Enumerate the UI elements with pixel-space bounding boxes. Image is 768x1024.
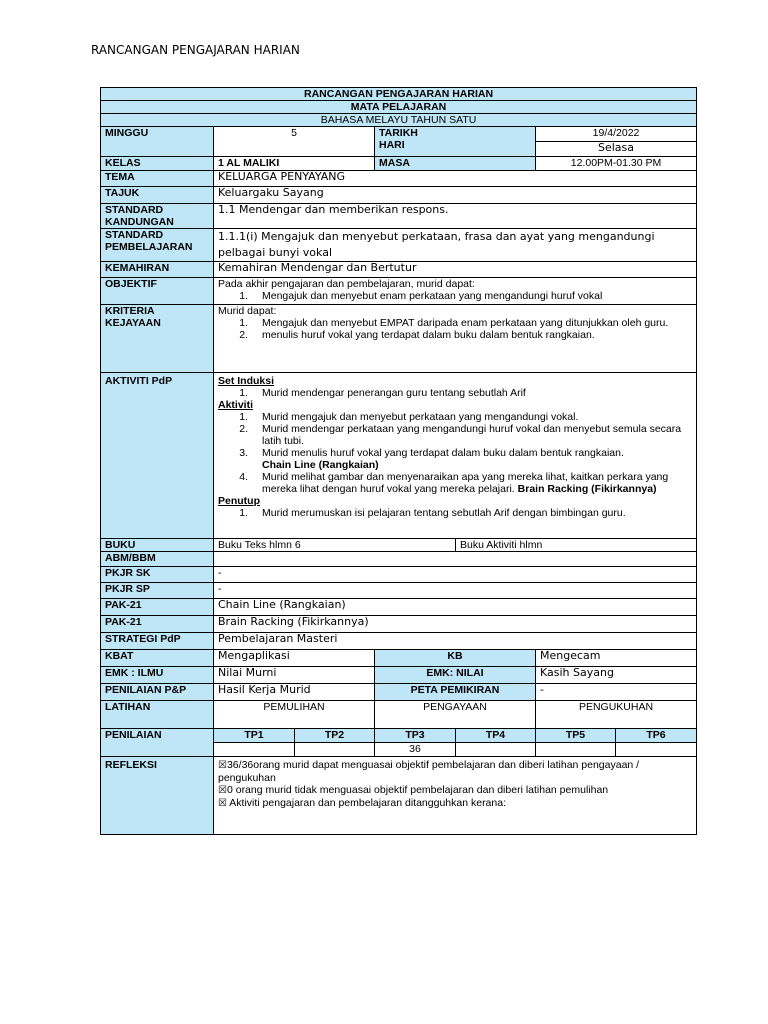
latihan-pemulihan: PEMULIHAN — [214, 701, 375, 729]
buku-label: BUKU — [101, 539, 214, 552]
minggu-row — [101, 127, 697, 142]
tp-header: TP6 — [616, 729, 697, 743]
refleksi-line: ☒0 orang murid tidak menguasai objektif pembelajaran dan diberi latihan pemulihan — [218, 784, 609, 796]
tajuk-label: TAJUK — [101, 187, 214, 204]
sk-label-line2: KANDUNGAN — [105, 216, 174, 228]
standard-kandungan-label — [101, 204, 214, 229]
list-item: 1. Mengajuk dan menyebut enam perkataan yang mengandungi huruf vokal — [239, 290, 603, 302]
tp-header: TP3 — [375, 729, 456, 743]
tp-score — [295, 743, 375, 757]
kriteria-label — [101, 305, 214, 373]
aktiviti-list — [218, 411, 692, 495]
tarikh-label: TARIKH — [379, 127, 418, 139]
tarikh-hari-label — [375, 127, 536, 157]
kbat-value: Mengaplikasi — [214, 650, 375, 667]
list-item: 1. Murid merumuskan isi pelajaran tentang sebutlah Arif dengan bimbingan guru. — [239, 507, 626, 519]
kbat-label: KBAT — [101, 650, 214, 667]
penilaian-pp-row — [101, 684, 697, 701]
penilaian-pp-label: PENILAIAN P&P — [101, 684, 214, 701]
tajuk-value: Keluargaku Sayang — [214, 187, 697, 204]
abm-label: ABM/BBM — [101, 552, 214, 567]
document-heading: RANCANGAN PENGAJARAN HARIAN — [91, 43, 300, 57]
tp-score — [214, 743, 295, 757]
buku-row — [101, 539, 697, 552]
latihan-pengukuhan: PENGUKUHAN — [536, 701, 697, 729]
pkjr-sp-value: - — [214, 583, 697, 599]
peta-pemikiran-label: PETA PEMIKIRAN — [375, 684, 536, 701]
kelas-value: 1 AL MALIKI — [214, 157, 375, 171]
checkbox-icon: ☒ — [218, 798, 227, 809]
tarikh-value: 19/4/2022 — [536, 127, 697, 142]
aktiviti-label: AKTIVITI PdP — [101, 373, 214, 539]
objektif-label: OBJEKTIF — [101, 278, 214, 305]
strategi-row — [101, 633, 697, 650]
subject-label: MATA PELAJARAN — [101, 101, 697, 114]
set-induksi-heading: Set Induksi — [218, 375, 275, 387]
pkjr-sp-label: PKJR SP — [101, 583, 214, 599]
penutup-list — [218, 507, 692, 519]
kriteria-content — [214, 305, 697, 373]
refleksi-line: ☒ Aktiviti pengajaran dan pembelajaran ditangguhkan kerana: — [218, 797, 506, 809]
tema-label: TEMA — [101, 171, 214, 187]
refleksi-content — [214, 757, 697, 835]
tp-header: TP4 — [456, 729, 536, 743]
objektif-row — [101, 278, 697, 305]
tp-header: TP1 — [214, 729, 295, 743]
list-item: 1. Murid mengajuk dan menyebut perkataan yang mengandungi vokal. — [239, 411, 579, 423]
sk-label-line1: STANDARD — [105, 204, 164, 216]
abm-value — [214, 552, 697, 567]
minggu-value: 5 — [214, 127, 375, 157]
lesson-plan-table — [100, 87, 697, 835]
pak21-value: Chain Line (Rangkaian) — [214, 599, 697, 616]
kemahiran-row — [101, 262, 697, 278]
tema-value: KELUARGA PENYAYANG — [214, 171, 697, 187]
kelas-row — [101, 157, 697, 171]
objektif-content — [214, 278, 697, 305]
kelas-label: KELAS — [101, 157, 214, 171]
subject-value: BAHASA MELAYU TAHUN SATU — [101, 114, 697, 127]
kriteria-list — [218, 317, 692, 341]
peta-pemikiran-value: - — [536, 684, 697, 701]
list-item: 4. Murid melihat gambar dan menyenaraikan apa yang mereka lihat, kaitkan perkara yang mereka lihat dengan huruf vokal yang mereka pelajari. Brain Racking (Fikirkannya) — [239, 471, 669, 495]
standard-pembelajaran-label — [101, 229, 214, 262]
list-item: 2. menulis huruf vokal yang terdapat dalam buku dalam bentuk rangkaian. — [239, 329, 595, 341]
strategy-tag: Chain Line (Rangkaian) — [262, 459, 379, 471]
list-item: 3. Murid menulis huruf vokal yang terdapat dalam buku dalam bentuk rangkaian. Chain Line (Rangkaian) — [239, 447, 624, 471]
kriteria-label-line1: KRITERIA — [105, 305, 155, 317]
hari-value: Selasa — [536, 142, 697, 157]
tp-header: TP2 — [295, 729, 375, 743]
kemahiran-label: KEMAHIRAN — [101, 262, 214, 278]
masa-label: MASA — [375, 157, 536, 171]
refleksi-line: ☒36/36orang murid dapat menguasai objektif pembelajaran dan diberi latihan pengayaan / pengukuhan — [218, 759, 640, 784]
kb-label: KB — [375, 650, 536, 667]
pkjr-sp-row — [101, 583, 697, 599]
penilaian-pp-value: Hasil Kerja Murid — [214, 684, 375, 701]
standard-pembelajaran-value: 1.1.1(i) Mengajuk dan menyebut perkataan, frasa dan ayat yang mengandungi pelbagai bunyi vokal — [214, 229, 697, 262]
subject-label-row — [101, 101, 697, 114]
pak21-label: PAK-21 — [101, 616, 214, 633]
tema-row — [101, 171, 697, 187]
penilaian-label: PENILAIAN — [101, 729, 214, 757]
standard-kandungan-row — [101, 204, 697, 229]
standard-pembelajaran-row — [101, 229, 697, 262]
emk-row — [101, 667, 697, 684]
kemahiran-value: Kemahiran Mendengar dan Bertutur — [214, 262, 697, 278]
checkbox-icon: ☒ — [218, 760, 227, 771]
pkjr-sk-value: - — [214, 567, 697, 583]
standard-kandungan-value: 1.1 Mendengar dan memberikan respons. — [214, 204, 697, 229]
emk-nilai-label: EMK: NILAI — [375, 667, 536, 684]
checkbox-icon: ☒ — [218, 785, 227, 796]
latihan-pengayaan: PENGAYAAN — [375, 701, 536, 729]
kriteria-row — [101, 305, 697, 373]
induksi-list — [218, 387, 692, 399]
aktiviti-row — [101, 373, 697, 539]
kriteria-intro: Murid dapat: — [218, 305, 277, 317]
pkjr-sk-row — [101, 567, 697, 583]
buku-aktiviti-value: Buku Aktiviti hlmn — [456, 539, 697, 552]
refleksi-label: REFLEKSI — [101, 757, 214, 835]
header-title-row — [101, 88, 697, 101]
buku-teks-value: Buku Teks hlmn 6 — [214, 539, 456, 552]
objektif-intro: Pada akhir pengajaran dan pembelajaran, murid dapat: — [218, 278, 475, 290]
objektif-list — [218, 290, 692, 302]
list-item: 1. Murid mendengar penerangan guru tentang sebutlah Arif — [239, 387, 526, 399]
refleksi-row — [101, 757, 697, 835]
emk-ilmu-value: Nilai Murni — [214, 667, 375, 684]
pkjr-sk-label: PKJR SK — [101, 567, 214, 583]
tp-score — [536, 743, 616, 757]
minggu-label: MINGGU — [101, 127, 214, 157]
plan-title: RANCANGAN PENGAJARAN HARIAN — [101, 88, 697, 101]
hari-label: HARI — [379, 139, 405, 151]
pak21-row-1 — [101, 599, 697, 616]
tp-header: TP5 — [536, 729, 616, 743]
latihan-label: LATIHAN — [101, 701, 214, 729]
kbat-row — [101, 650, 697, 667]
list-item: 1. Mengajuk dan menyebut EMPAT daripada enam perkataan yang ditunjukkan oleh guru. — [239, 317, 669, 329]
pak21-label: PAK-21 — [101, 599, 214, 616]
tp-score — [616, 743, 697, 757]
emk-ilmu-label: EMK : ILMU — [101, 667, 214, 684]
penilaian-tp-row — [101, 729, 697, 743]
sp-label-line2: PEMBELAJARAN — [105, 241, 193, 253]
list-item: 2. Murid mendengar perkataan yang mengandungi huruf vokal dan menyebut semula secara latih tubi. — [239, 423, 682, 447]
strategi-label: STRATEGI PdP — [101, 633, 214, 650]
masa-value: 12.00PM-01.30 PM — [536, 157, 697, 171]
subject-row — [101, 114, 697, 127]
tp-score: 36 — [375, 743, 456, 757]
strategi-value: Pembelajaran Masteri — [214, 633, 697, 650]
aktiviti-content — [214, 373, 697, 539]
kriteria-label-line2: KEJAYAAN — [105, 317, 161, 329]
aktiviti-heading: Aktiviti — [218, 399, 254, 411]
tajuk-row — [101, 187, 697, 204]
tp-score — [456, 743, 536, 757]
sp-label-line1: STANDARD — [105, 229, 164, 241]
latihan-row — [101, 701, 697, 729]
pak21-row-2 — [101, 616, 697, 633]
kb-value: Mengecam — [536, 650, 697, 667]
strategy-tag: Brain Racking (Fikirkannya) — [517, 483, 657, 495]
penutup-heading: Penutup — [218, 495, 260, 507]
abm-row — [101, 552, 697, 567]
emk-nilai-value: Kasih Sayang — [536, 667, 697, 684]
pak21-value: Brain Racking (Fikirkannya) — [214, 616, 697, 633]
